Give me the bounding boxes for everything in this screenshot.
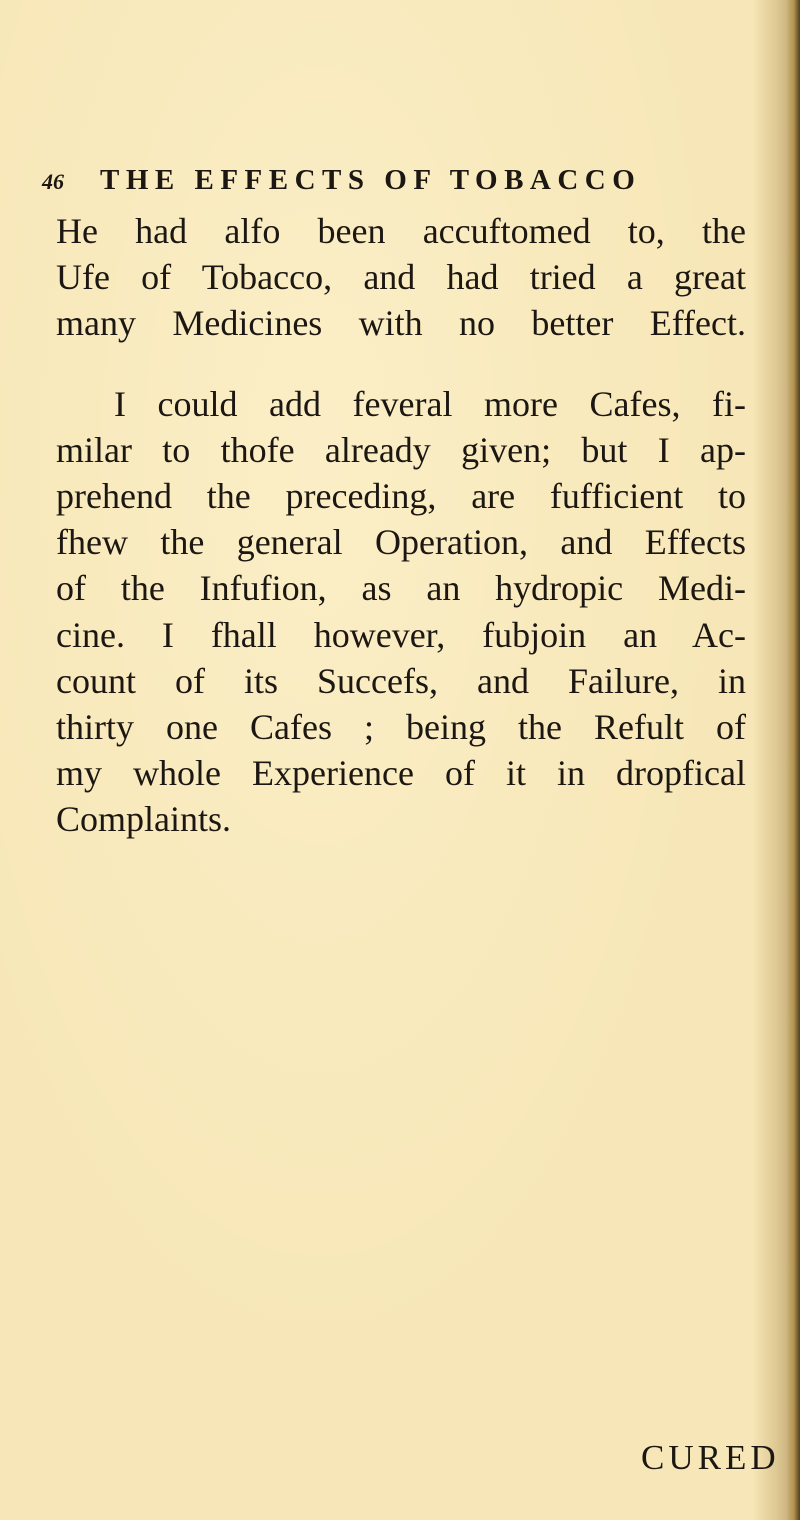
- body-text: [56, 208, 746, 842]
- text-line: Complaints.: [56, 799, 232, 840]
- text-line: He had alfo been accuftomed to, the: [56, 211, 746, 251]
- text-line: thirty one Cafes ; being the Refult of: [56, 706, 746, 747]
- catchword: CURED: [641, 1438, 780, 1477]
- page-edge: [786, 0, 800, 1520]
- paragraph-2: [56, 381, 746, 843]
- text-line: of the Infufion, as an hydropic Medi-: [56, 568, 746, 609]
- paragraph-spacer: [56, 347, 746, 381]
- page-number: 46: [42, 169, 64, 194]
- text-line: my whole Experience of it in dropfical: [56, 753, 746, 794]
- running-head: [42, 164, 762, 204]
- text-line: Ufe of Tobacco, and had tried a great: [56, 257, 746, 298]
- running-title: THE EFFECTS OF TOBACCO: [100, 164, 642, 196]
- paragraph-1: [56, 208, 746, 347]
- text-line: I could add feveral more Cafes, fi-: [114, 383, 746, 424]
- text-line: count of its Succefs, and Failure, in: [56, 660, 746, 701]
- text-line: many Medicines with no better Effect.: [56, 303, 746, 344]
- text-line: prehend the preceding, are fufficient to: [56, 475, 746, 516]
- text-line: fhew the general Operation, and Effects: [56, 522, 746, 563]
- text-line: milar to thofe already given; but I ap-: [56, 429, 746, 470]
- text-line: cine. I fhall however, fubjoin an Ac-: [56, 614, 746, 655]
